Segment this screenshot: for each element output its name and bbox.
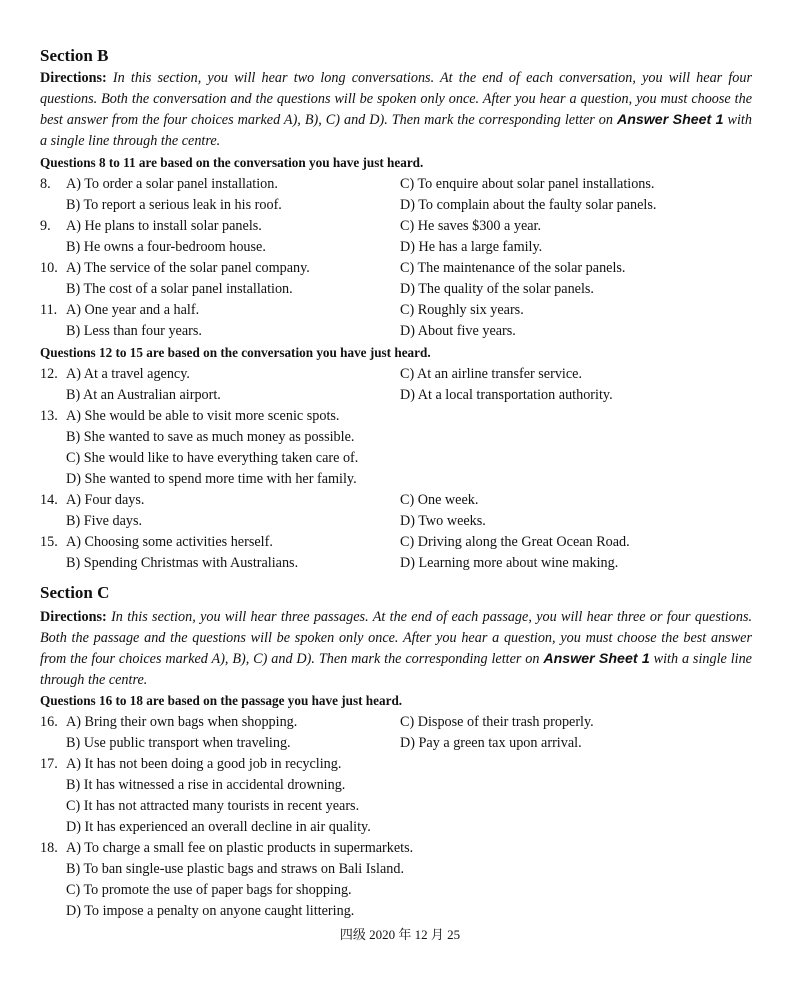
option-a: A) To charge a small fee on plastic products in supermarkets.: [66, 840, 414, 856]
option-c: C) It has not attracted many tourists in recent years.: [66, 798, 360, 814]
option-c: C) Driving along the Great Ocean Road.: [400, 534, 630, 550]
option-a: A) She would be able to visit more scenic spots.: [66, 408, 340, 424]
option-c: C) The maintenance of the solar panels.: [400, 260, 626, 276]
option-b: B) Less than four years.: [66, 323, 202, 339]
question-number: 17.: [40, 756, 58, 772]
directions-label: Directions:: [40, 70, 107, 86]
option-d: D) To complain about the faulty solar panels.: [400, 197, 657, 213]
question-number: 13.: [40, 408, 58, 424]
question-number: 15.: [40, 534, 58, 550]
section-c-directions: [40, 607, 752, 691]
question-number: 9.: [40, 218, 51, 234]
option-d: D) He has a large family.: [400, 239, 543, 255]
option-c: C) He saves $300 a year.: [400, 218, 542, 234]
question-number: 8.: [40, 176, 51, 192]
option-a: A) At a travel agency.: [66, 366, 190, 382]
directions-text: In this section, you will hear three passages. At the end of each passage, you will hear three or four questions. Both the passage and the questions will be spoken only once. After you hear a question, you must choose the best answer from the four choices marked A), B), C) and D). Then mark the corresponding letter on: [40, 609, 753, 667]
option-b: B) Use public transport when traveling.: [66, 735, 291, 751]
directions-text-end: with a single line through the centre.: [40, 651, 752, 688]
question-number: 14.: [40, 492, 58, 508]
question-number: 18.: [40, 840, 58, 856]
option-a: A) One year and a half.: [66, 302, 200, 318]
option-c: C) To enquire about solar panel installations.: [400, 176, 655, 192]
option-b: B) To report a serious leak in his roof.: [66, 197, 282, 213]
option-b: B) Five days.: [66, 513, 143, 529]
question-number: 16.: [40, 714, 58, 730]
option-a: A) To order a solar panel installation.: [66, 176, 278, 192]
answer-sheet-ref: Answer Sheet 1: [543, 651, 650, 667]
option-b: B) Spending Christmas with Australians.: [66, 555, 299, 571]
option-c: C) To promote the use of paper bags for shopping.: [66, 882, 352, 898]
section-b-title: Section B: [40, 46, 109, 65]
option-a: A) He plans to install solar panels.: [66, 218, 262, 234]
question-number: 12.: [40, 366, 58, 382]
option-d: D) At a local transportation authority.: [400, 387, 613, 403]
group-heading: Questions 8 to 11 are based on the conversation you have just heard.: [40, 155, 424, 170]
answer-sheet-ref: Answer Sheet 1: [616, 112, 724, 128]
option-c: C) At an airline transfer service.: [400, 366, 582, 382]
option-c: C) One week.: [400, 492, 479, 508]
directions-text-end: with a single line through the centre.: [40, 112, 752, 149]
section-b-directions: [40, 68, 752, 152]
option-a: A) Choosing some activities herself.: [66, 534, 273, 550]
option-d: D) Two weeks.: [400, 513, 486, 529]
option-a: A) Four days.: [66, 492, 145, 508]
option-c: C) Roughly six years.: [400, 302, 524, 318]
option-d: D) Pay a green tax upon arrival.: [400, 735, 582, 751]
page-footer: 四级 2020 年 12 月 25: [339, 927, 461, 942]
option-d: D) Learning more about wine making.: [400, 555, 619, 571]
group-heading: Questions 12 to 15 are based on the conversation you have just heard.: [40, 345, 431, 360]
section-c-title: Section C: [40, 583, 110, 602]
option-d: D) She wanted to spend more time with her family.: [66, 471, 357, 487]
directions-text: In this section, you will hear two long conversations. At the end of each conversation, you will hear four questions. Both the conversation and the questions will be spoken only once. After you hear a question, you must choose the best answer from the four choices marked A), B), C) and D). Then mark the corresponding letter on: [40, 70, 753, 128]
option-b: B) To ban single-use plastic bags and straws on Bali Island.: [66, 861, 405, 877]
option-c: C) She would like to have everything taken care of.: [66, 450, 359, 466]
option-d: D) About five years.: [400, 323, 516, 339]
group-heading: Questions 16 to 18 are based on the passage you have just heard.: [40, 693, 403, 708]
option-d: D) It has experienced an overall decline in air quality.: [66, 819, 371, 835]
option-a: A) It has not been doing a good job in recycling.: [66, 756, 342, 772]
option-a: A) The service of the solar panel company.: [66, 260, 310, 276]
option-d: D) To impose a penalty on anyone caught littering.: [66, 903, 355, 919]
option-b: B) At an Australian airport.: [66, 387, 221, 403]
directions-label: Directions:: [40, 609, 107, 625]
option-b: B) He owns a four-bedroom house.: [66, 239, 266, 255]
option-a: A) Bring their own bags when shopping.: [66, 714, 298, 730]
option-c: C) Dispose of their trash properly.: [400, 714, 594, 730]
option-b: B) It has witnessed a rise in accidental drowning.: [66, 777, 346, 793]
option-b: B) She wanted to save as much money as possible.: [66, 429, 355, 445]
option-b: B) The cost of a solar panel installation.: [66, 281, 293, 297]
question-number: 11.: [40, 302, 58, 318]
question-number: 10.: [40, 260, 58, 276]
option-d: D) The quality of the solar panels.: [400, 281, 594, 297]
